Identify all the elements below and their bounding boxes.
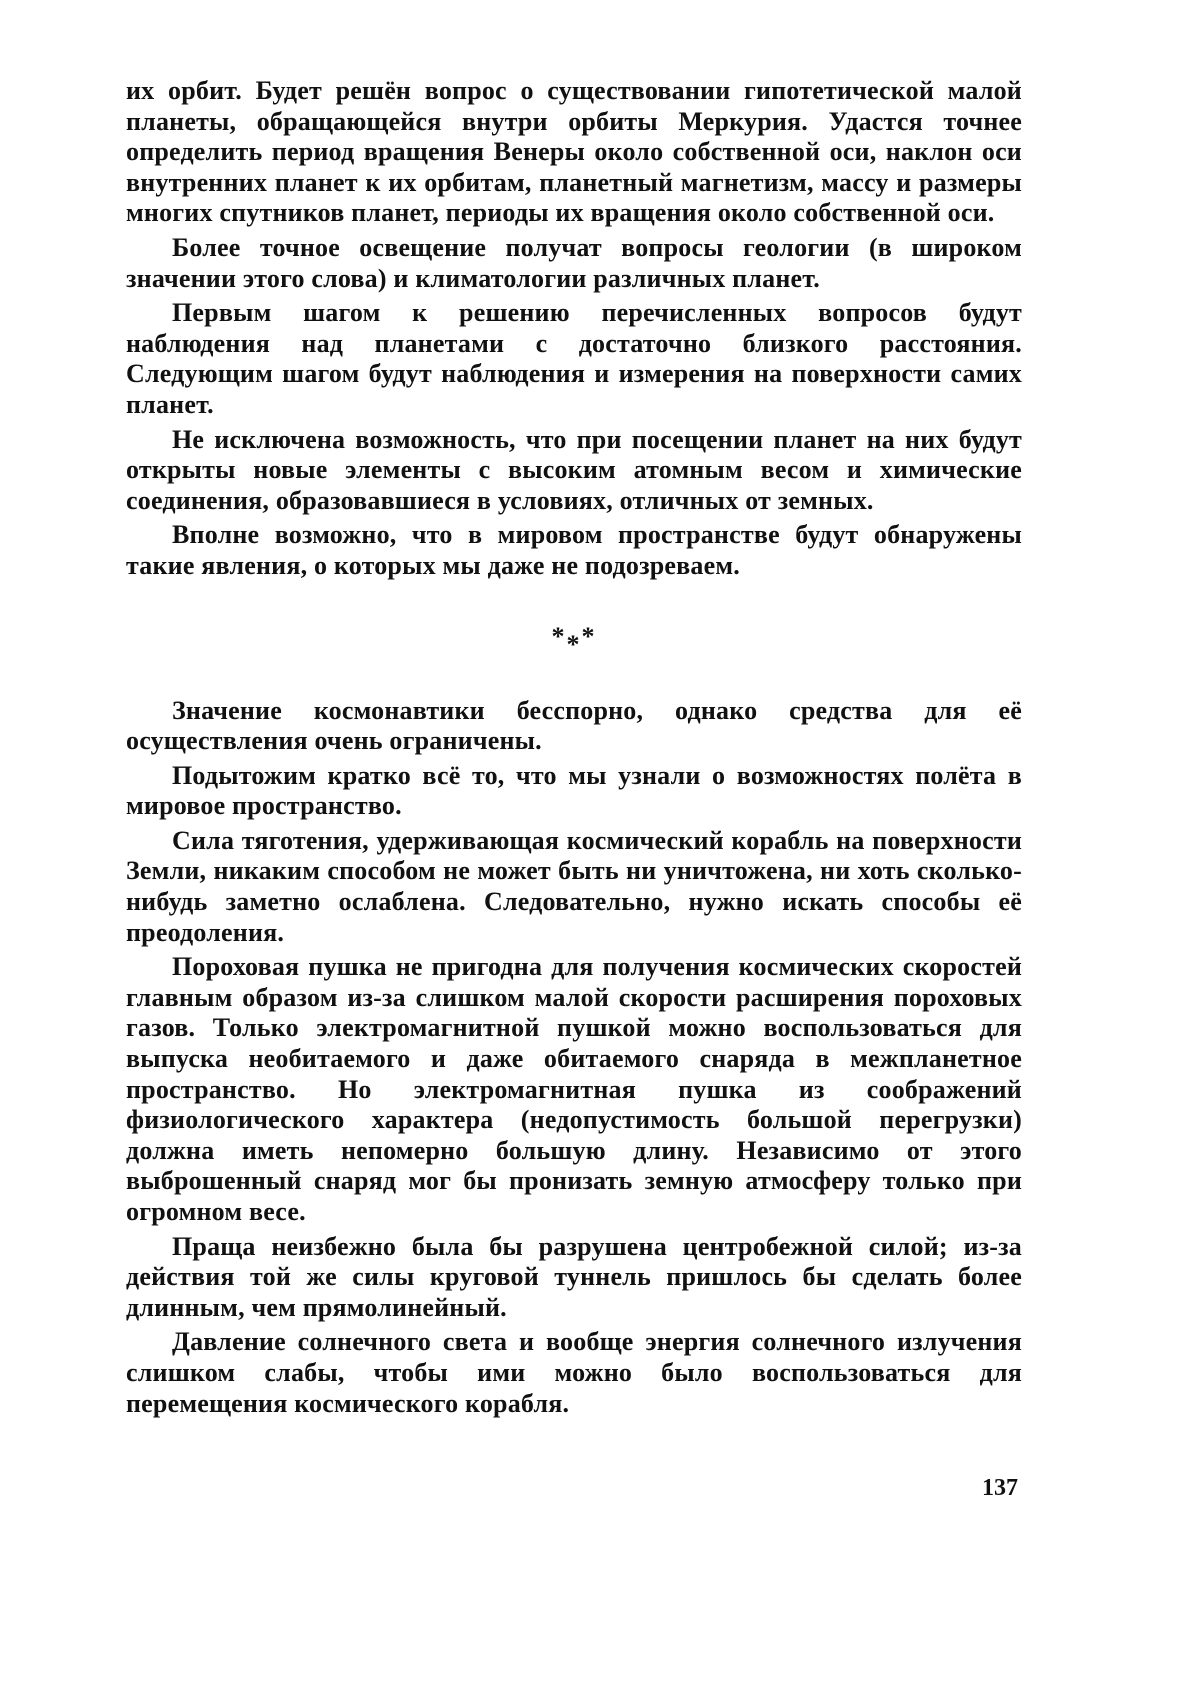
- page-text-block: [126, 76, 1022, 1419]
- paragraph-continuation: их орбит. Будет решён вопрос о существовании гипотетической малой планеты, обращающейся внутри орбиты Меркурия. Удастся точнее определить период вращения Венеры около собственной оси, наклон оси внутренних планет к их орбитам, планетный магнетизм, массу и размеры многих спутников планет, периоды их вращения около собственной оси.: [126, 76, 1022, 228]
- asterisk-left: *: [551, 621, 567, 651]
- paragraph: Праща неизбежно была бы разрушена центробежной силой; из-за действия той же силы круговой туннель пришлось бы сделать более длинным, чем прямолинейный.: [126, 1231, 1022, 1322]
- paragraph: Сила тяготения, удерживающая космический корабль на поверхности Земли, никаким способом не может быть ни уничтожена, ни хоть сколько-нибудь заметно ослаблена. Следовательно, нужно искать способы её преодоления.: [126, 825, 1022, 947]
- paragraph: Давление солнечного света и вообще энергия солнечного излучения слишком слабы, чтобы ими можно было воспользоваться для перемещения космического корабля.: [126, 1327, 1022, 1418]
- paragraph: Значение космонавтики бесспорно, однако средства для её осуществления очень ограничены.: [126, 695, 1022, 756]
- asterisk-right: *: [581, 621, 597, 651]
- section-separator: [126, 621, 1022, 659]
- paragraph: Подытожим кратко всё то, что мы узнали о возможностях полёта в мировое пространство.: [126, 760, 1022, 821]
- paragraph: Не исключена возможность, что при посещении планет на них будут открыты новые элементы с высоким атомным весом и химические соединения, образовавшиеся в условиях, отличных от земных.: [126, 424, 1022, 515]
- paragraph: Вполне возможно, что в мировом пространстве будут обнаружены такие явления, о которых мы даже не подозреваем.: [126, 520, 1022, 580]
- paragraph: Пороховая пушка не пригодна для получения космических скоростей главным образом из-за слишком малой скорости расширения пороховых газов. Только электромагнитной пушкой можно воспользоваться для выпуска необитаемого и даже обитаемого снаряда в межпланетное пространство. Но электромагнитная пушка из соображений физиологического характера (недопустимость большой перегрузки) должна иметь непомерно большую длину. Независимо от этого выброшенный снаряд мог бы пронизать земную атмосферу только при огромном весе.: [126, 952, 1022, 1226]
- page-number: 137: [982, 1475, 1018, 1501]
- paragraph: Более точное освещение получат вопросы геологии (в широком значении этого слова) и климатологии различных планет.: [126, 232, 1022, 293]
- paragraph: Первым шагом к решению перечисленных вопросов будут наблюдения над планетами с достаточно близкого расстояния. Следующим шагом будут наблюдения и измерения на поверхности самих планет.: [126, 298, 1022, 419]
- asterisk-middle: *: [566, 629, 582, 659]
